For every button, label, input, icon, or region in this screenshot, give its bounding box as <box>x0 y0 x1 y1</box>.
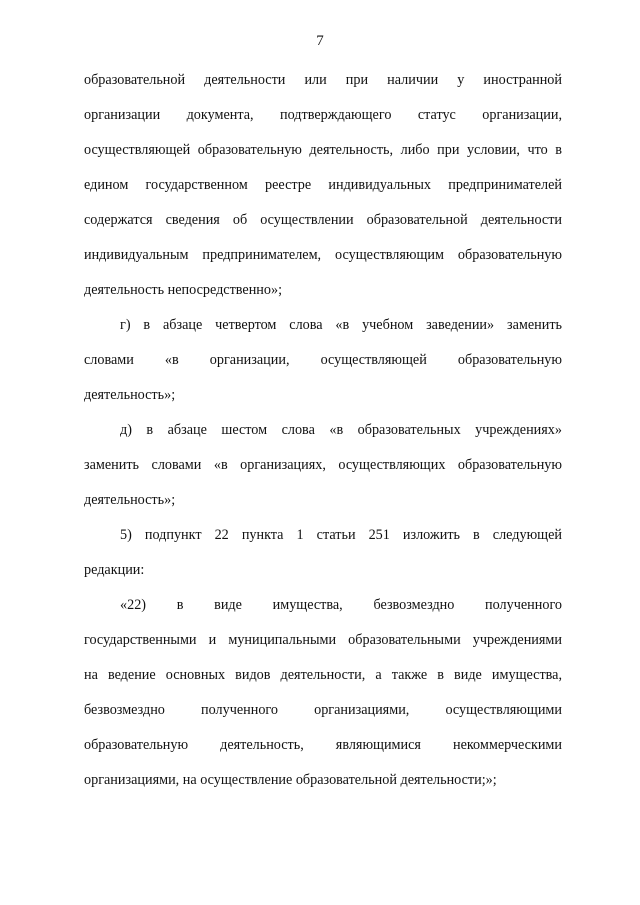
text-line: словами «в организации, осуществляющей образовательную <box>84 352 562 368</box>
text-line: 5) подпункт 22 пункта 1 статьи 251 изложить в следующей <box>120 527 562 543</box>
text-line: деятельность»; <box>84 387 176 403</box>
text-line: г) в абзаце четвертом слова «в учебном заведении» заменить <box>120 317 562 333</box>
text-line: д) в абзаце шестом слова «в образовательных учреждениях» <box>120 422 562 438</box>
text-line: деятельность непосредственно»; <box>84 282 283 298</box>
text-line: государственными и муниципальными образовательными учреждениями <box>84 632 562 648</box>
text-line: образовательной деятельности или при наличии у иностранной <box>84 72 562 88</box>
text-line: осуществляющей образовательную деятельность, либо при условии, что в <box>84 142 562 158</box>
text-line: безвозмездно полученного организациями, осуществляющими <box>84 702 562 718</box>
text-line: едином государственном реестре индивидуальных предпринимателей <box>84 177 562 193</box>
text-line: заменить словами «в организациях, осуществляющих образовательную <box>84 457 562 473</box>
text-line: индивидуальным предпринимателем, осуществляющим образовательную <box>84 247 562 263</box>
text-line: содержатся сведения об осуществлении образовательной деятельности <box>84 212 562 228</box>
text-line: организациями, на осуществление образовательной деятельности;»; <box>84 772 497 788</box>
document-body <box>84 70 562 805</box>
text-line: «22) в виде имущества, безвозмездно полученного <box>120 597 562 613</box>
text-line: на ведение основных видов деятельности, а также в виде имущества, <box>84 667 562 683</box>
text-line: организации документа, подтверждающего статус организации, <box>84 107 562 123</box>
text-line: редакции: <box>84 562 145 578</box>
text-line: деятельность»; <box>84 492 176 508</box>
page-number: 7 <box>316 33 324 49</box>
text-line: образовательную деятельность, являющимися некоммерческими <box>84 737 562 753</box>
